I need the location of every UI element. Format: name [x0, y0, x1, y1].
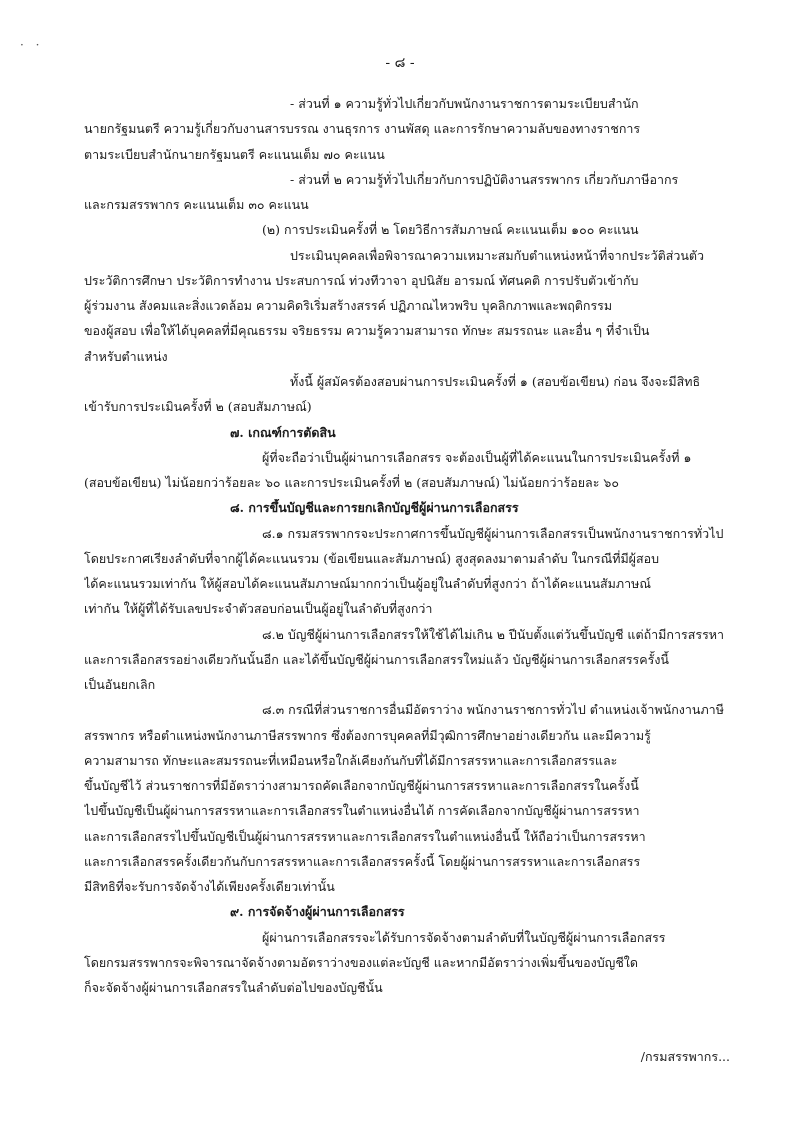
text-line: ก็จะจัดจ้างผู้ผ่านการเลือกสรรในลำดับต่อไปของบัญชีนั้น — [84, 980, 383, 995]
text-line: ๘.๓ กรณีที่ส่วนราชการอื่นมีอัตราว่าง พนักงานราชการทั่วไป ตำแหน่งเจ้าพนักงานภาษี — [262, 702, 724, 717]
text-line: ผู้ผ่านการเลือกสรรจะได้รับการจัดจ้างตามลำดับที่ในบัญชีผู้ผ่านการเลือกสรร — [262, 930, 666, 945]
text-line: ประวัติการศึกษา ประวัติการทำงาน ประสบการณ์ ท่วงทีวาจา อุปนิสัย อารมณ์ ทัศนคติ การปรับตัวเข้ากับ — [84, 273, 639, 288]
text-line: และการเลือกสรรครั้งเดียวกันกับการสรรหาและการเลือกสรรครั้งนี้ โดยผู้ผ่านการสรรหาและการเลือกสรร — [84, 854, 641, 869]
text-line: เข้ารับการประเมินครั้งที่ ๒ (สอบสัมภาษณ์) — [84, 399, 312, 414]
text-line: มีสิทธิที่จะรับการจัดจ้างได้เพียงครั้งเดียวเท่านั้น — [84, 879, 335, 894]
text-line: โดยประกาศเรียงลำดับที่จากผู้ได้คะแนนรวม (ข้อเขียนและสัมภาษณ์) สูงสุดลงมาตามลำดับ ในกรณีที่มีผู้สอบ — [84, 551, 660, 566]
text-line: เป็นอันยกเลิก — [84, 677, 156, 692]
text-line: โดยกรมสรรพากรจะพิจารณาจัดจ้างตามอัตราว่างของแต่ละบัญชี และหากมีอัตราว่างเพิ่มขึ้นของบัญชีใด — [84, 955, 639, 970]
text-line: ๘.๑ กรมสรรพากรจะประกาศการขึ้นบัญชีผู้ผ่านการเลือกสรรเป็นพนักงานราชการทั่วไป — [262, 526, 724, 541]
text-line: - ส่วนที่ ๑ ความรู้ทั่วไปเกี่ยวกับพนักงานราชการตามระเบียบสำนัก — [290, 96, 639, 111]
section-heading: ๗. เกณฑ์การตัดสิน — [230, 425, 336, 440]
text-line: ตามระเบียบสำนักนายกรัฐมนตรี คะแนนเต็ม ๗๐ คะแนน — [84, 147, 385, 162]
page-number: - ๘ - — [385, 55, 415, 71]
text-line: ขึ้นบัญชีไว้ ส่วนราชการที่มีอัตราว่างสามารถคัดเลือกจากบัญชีผู้ผ่านการสรรหาและการเลือกสรรในครั้งนี้ — [84, 778, 639, 793]
text-line: ผู้ร่วมงาน สังคมและสิ่งแวดล้อม ความคิดริเริ่มสร้างสรรค์ ปฏิภาณไหวพริบ บุคลิกภาพและพฤติกรรม — [84, 298, 613, 313]
continuation-footer: /กรมสรรพากร... — [640, 1049, 730, 1064]
text-line: และการเลือกสรรอย่างเดียวกันนั้นอีก และได้ขึ้นบัญชีผู้ผ่านการเลือกสรรใหม่แล้ว บัญชีผู้ผ่านการเลือกสรรครั้งนี้ — [84, 652, 669, 667]
text-line: ได้คะแนนรวมเท่ากัน ให้ผู้สอบได้คะแนนสัมภาษณ์มากกว่าเป็นผู้อยู่ในลำดับที่สูงกว่า ถ้าได้คะแนนสัมภาษณ์ — [84, 576, 651, 591]
text-line: สำหรับตำแหน่ง — [84, 349, 168, 364]
text-line: (๒) การประเมินครั้งที่ ๒ โดยวิธีการสัมภาษณ์ คะแนนเต็ม ๑๐๐ คะแนน — [262, 222, 639, 237]
text-line: และกรมสรรพากร คะแนนเต็ม ๓๐ คะแนน — [84, 197, 309, 212]
text-line: - ส่วนที่ ๒ ความรู้ทั่วไปเกี่ยวกับการปฏิบัติงานสรรพากร เกี่ยวกับภาษีอากร — [290, 172, 679, 187]
text-line: สรรพากร หรือตำแหน่งพนักงานภาษีสรรพากร ซึ่งต้องการบุคคลที่มีวุฒิการศึกษาอย่างเดียวกัน และมีความรู้ — [84, 728, 651, 743]
text-line: ผู้ที่จะถือว่าเป็นผู้ผ่านการเลือกสรร จะต้องเป็นผู้ที่ได้คะแนนในการประเมินครั้งที่ ๑ — [262, 450, 692, 465]
text-line: ๘.๒ บัญชีผู้ผ่านการเลือกสรรให้ใช้ได้ไม่เกิน ๒ ปีนับตั้งแต่วันขึ้นบัญชี แต่ถ้ามีการสรรหา — [262, 627, 725, 642]
text-line: ความสามารถ ทักษะและสมรรถนะที่เหมือนหรือใกล้เคียงกันกับที่ได้มีการสรรหาและการเลือกสรรและ — [84, 753, 618, 768]
text-line: เท่ากัน ให้ผู้ที่ได้รับเลขประจำตัวสอบก่อนเป็นผู้อยู่ในลำดับที่สูงกว่า — [84, 601, 433, 616]
section-heading: ๙. การจัดจ้างผู้ผ่านการเลือกสรร — [230, 904, 405, 919]
text-line: และการเลือกสรรไปขึ้นบัญชีเป็นผู้ผ่านการสรรหาและการเลือกสรรในตำแหน่งอื่นนี้ ให้ถือว่าเป็นการสรรหา — [84, 829, 646, 844]
section-heading: ๘. การขึ้นบัญชีและการยกเลิกบัญชีผู้ผ่านการเลือกสรร — [230, 500, 519, 515]
corner-marks: · · — [20, 38, 44, 52]
text-line: ทั้งนี้ ผู้สมัครต้องสอบผ่านการประเมินครั้งที่ ๑ (สอบข้อเขียน) ก่อน จึงจะมีสิทธิ — [290, 374, 701, 389]
text-line: ประเมินบุคคลเพื่อพิจารณาความเหมาะสมกับตำแหน่งหน้าที่จากประวัติส่วนตัว — [290, 248, 705, 263]
text-line: (สอบข้อเขียน) ไม่น้อยกว่าร้อยละ ๖๐ และการประเมินครั้งที่ ๒ (สอบสัมภาษณ์) ไม่น้อยกว่าร้อยละ ๖๐ — [84, 475, 619, 490]
text-line: นายกรัฐมนตรี ความรู้เกี่ยวกับงานสารบรรณ งานธุรการ งานพัสดุ และการรักษาความลับของทางราชการ — [84, 121, 641, 136]
text-line: ไปขึ้นบัญชีเป็นผู้ผ่านการสรรหาและการเลือกสรรในตำแหน่งอื่นได้ การคัดเลือกจากบัญชีผู้ผ่านการสรรหา — [84, 803, 640, 818]
text-line: ของผู้สอบ เพื่อให้ได้บุคคลที่มีคุณธรรม จริยธรรม ความรู้ความสามารถ ทักษะ สมรรถนะ และอื่น ๆ ที่จำเป็น — [84, 323, 650, 338]
